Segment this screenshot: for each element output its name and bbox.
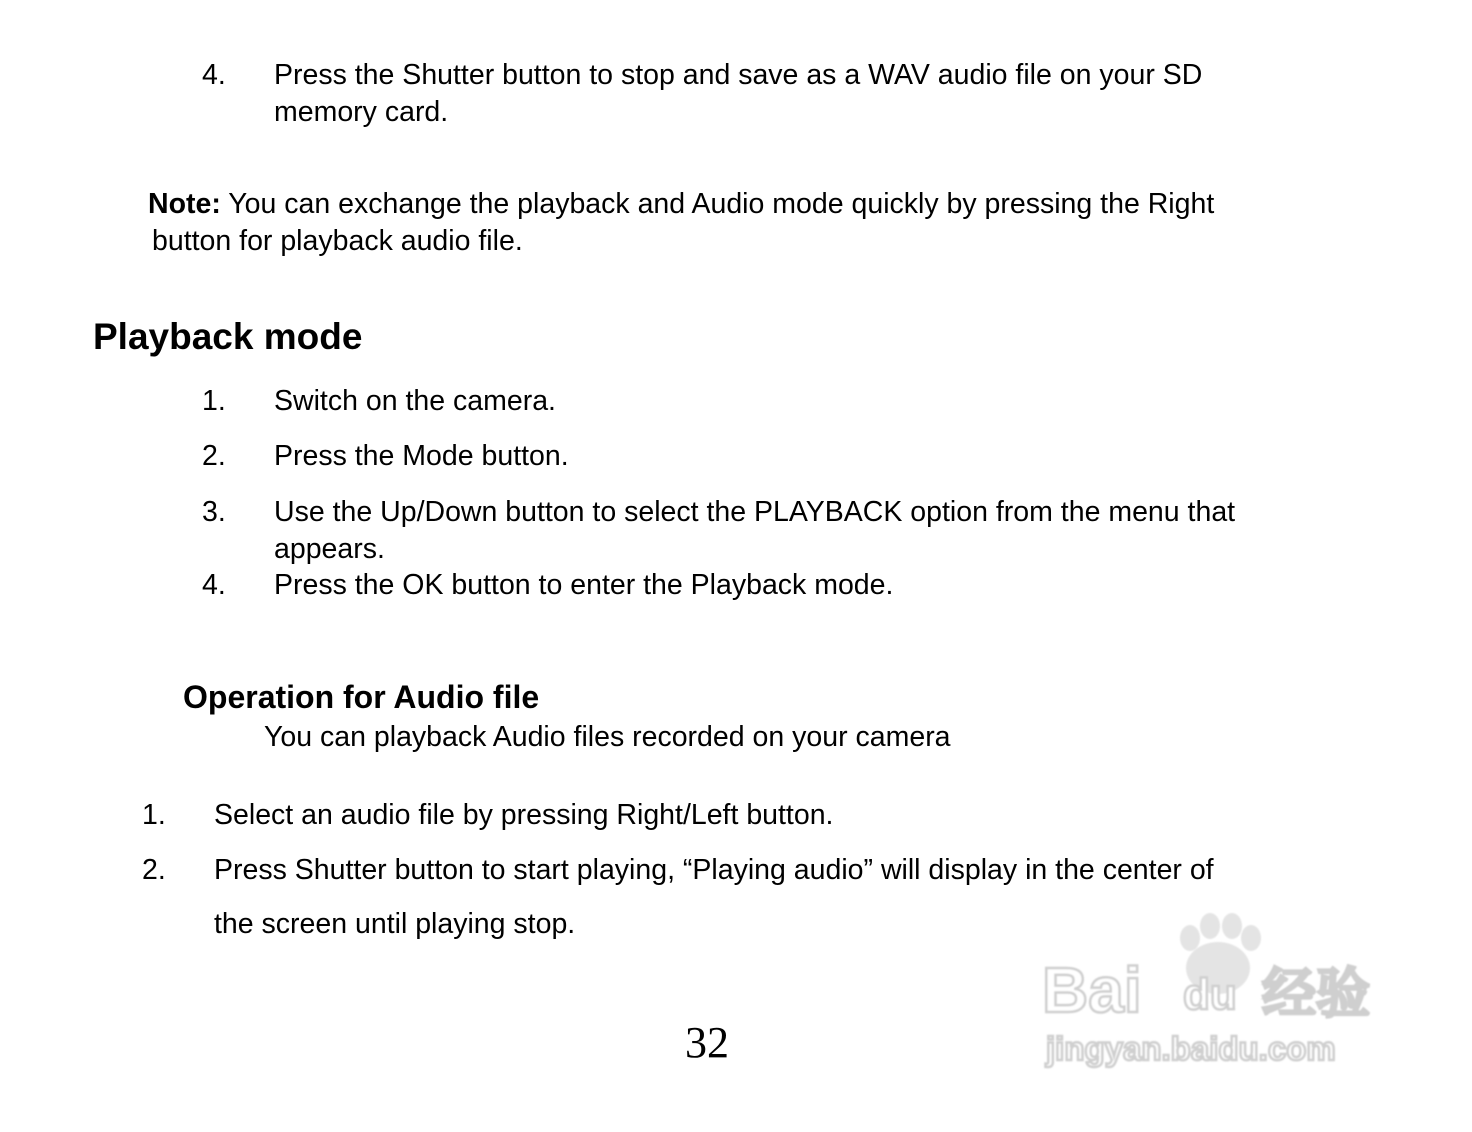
step-number: 3. [202,496,226,528]
step-number: 1. [202,385,226,417]
note-text: You can exchange the playback and Audio mode quickly by pressing the Right [220,188,1215,220]
note-label: Note: [148,188,221,220]
step-text-continued: appears. [274,533,385,565]
step-number: 4. [202,569,226,601]
section-heading: Playback mode [93,316,363,357]
step-text-continued: the screen until playing stop. [214,908,576,940]
step-text: Press the OK button to enter the Playback mode. [274,569,894,601]
list-number: 4. [202,59,226,91]
step-number: 2. [142,854,166,886]
note-paragraph [148,186,1214,223]
subsection-intro: You can playback Audio files recorded on your camera [264,721,951,753]
step-text: Switch on the camera. [274,385,556,417]
step-text: Use the Up/Down button to select the PLAYBACK option from the menu that [274,496,1236,528]
step-text: Press Shutter button to start playing, “Playing audio” will display in the center of [214,854,1214,886]
watermark-brand: Bai [1042,954,1142,1026]
watermark-logo [1040,912,1385,1082]
subsection-heading: Operation for Audio file [183,679,540,715]
watermark-url: jingyan.baidu.com [1046,1030,1336,1067]
watermark-brand-cn: 经验 [1262,964,1370,1024]
step-number: 1. [142,799,166,831]
note-text-continued: button for playback audio file. [152,225,523,257]
list-item-text-continued: memory card. [274,96,449,128]
step-text: Select an audio file by pressing Right/Left button. [214,799,834,831]
page-number: 32 [685,1018,729,1067]
step-number: 2. [202,440,226,472]
step-text: Press the Mode button. [274,440,569,472]
list-item-text: Press the Shutter button to stop and save as a WAV audio file on your SD [274,59,1203,91]
baidu-watermark-svg [1040,912,1385,1082]
watermark-brand-du: du [1183,970,1237,1019]
